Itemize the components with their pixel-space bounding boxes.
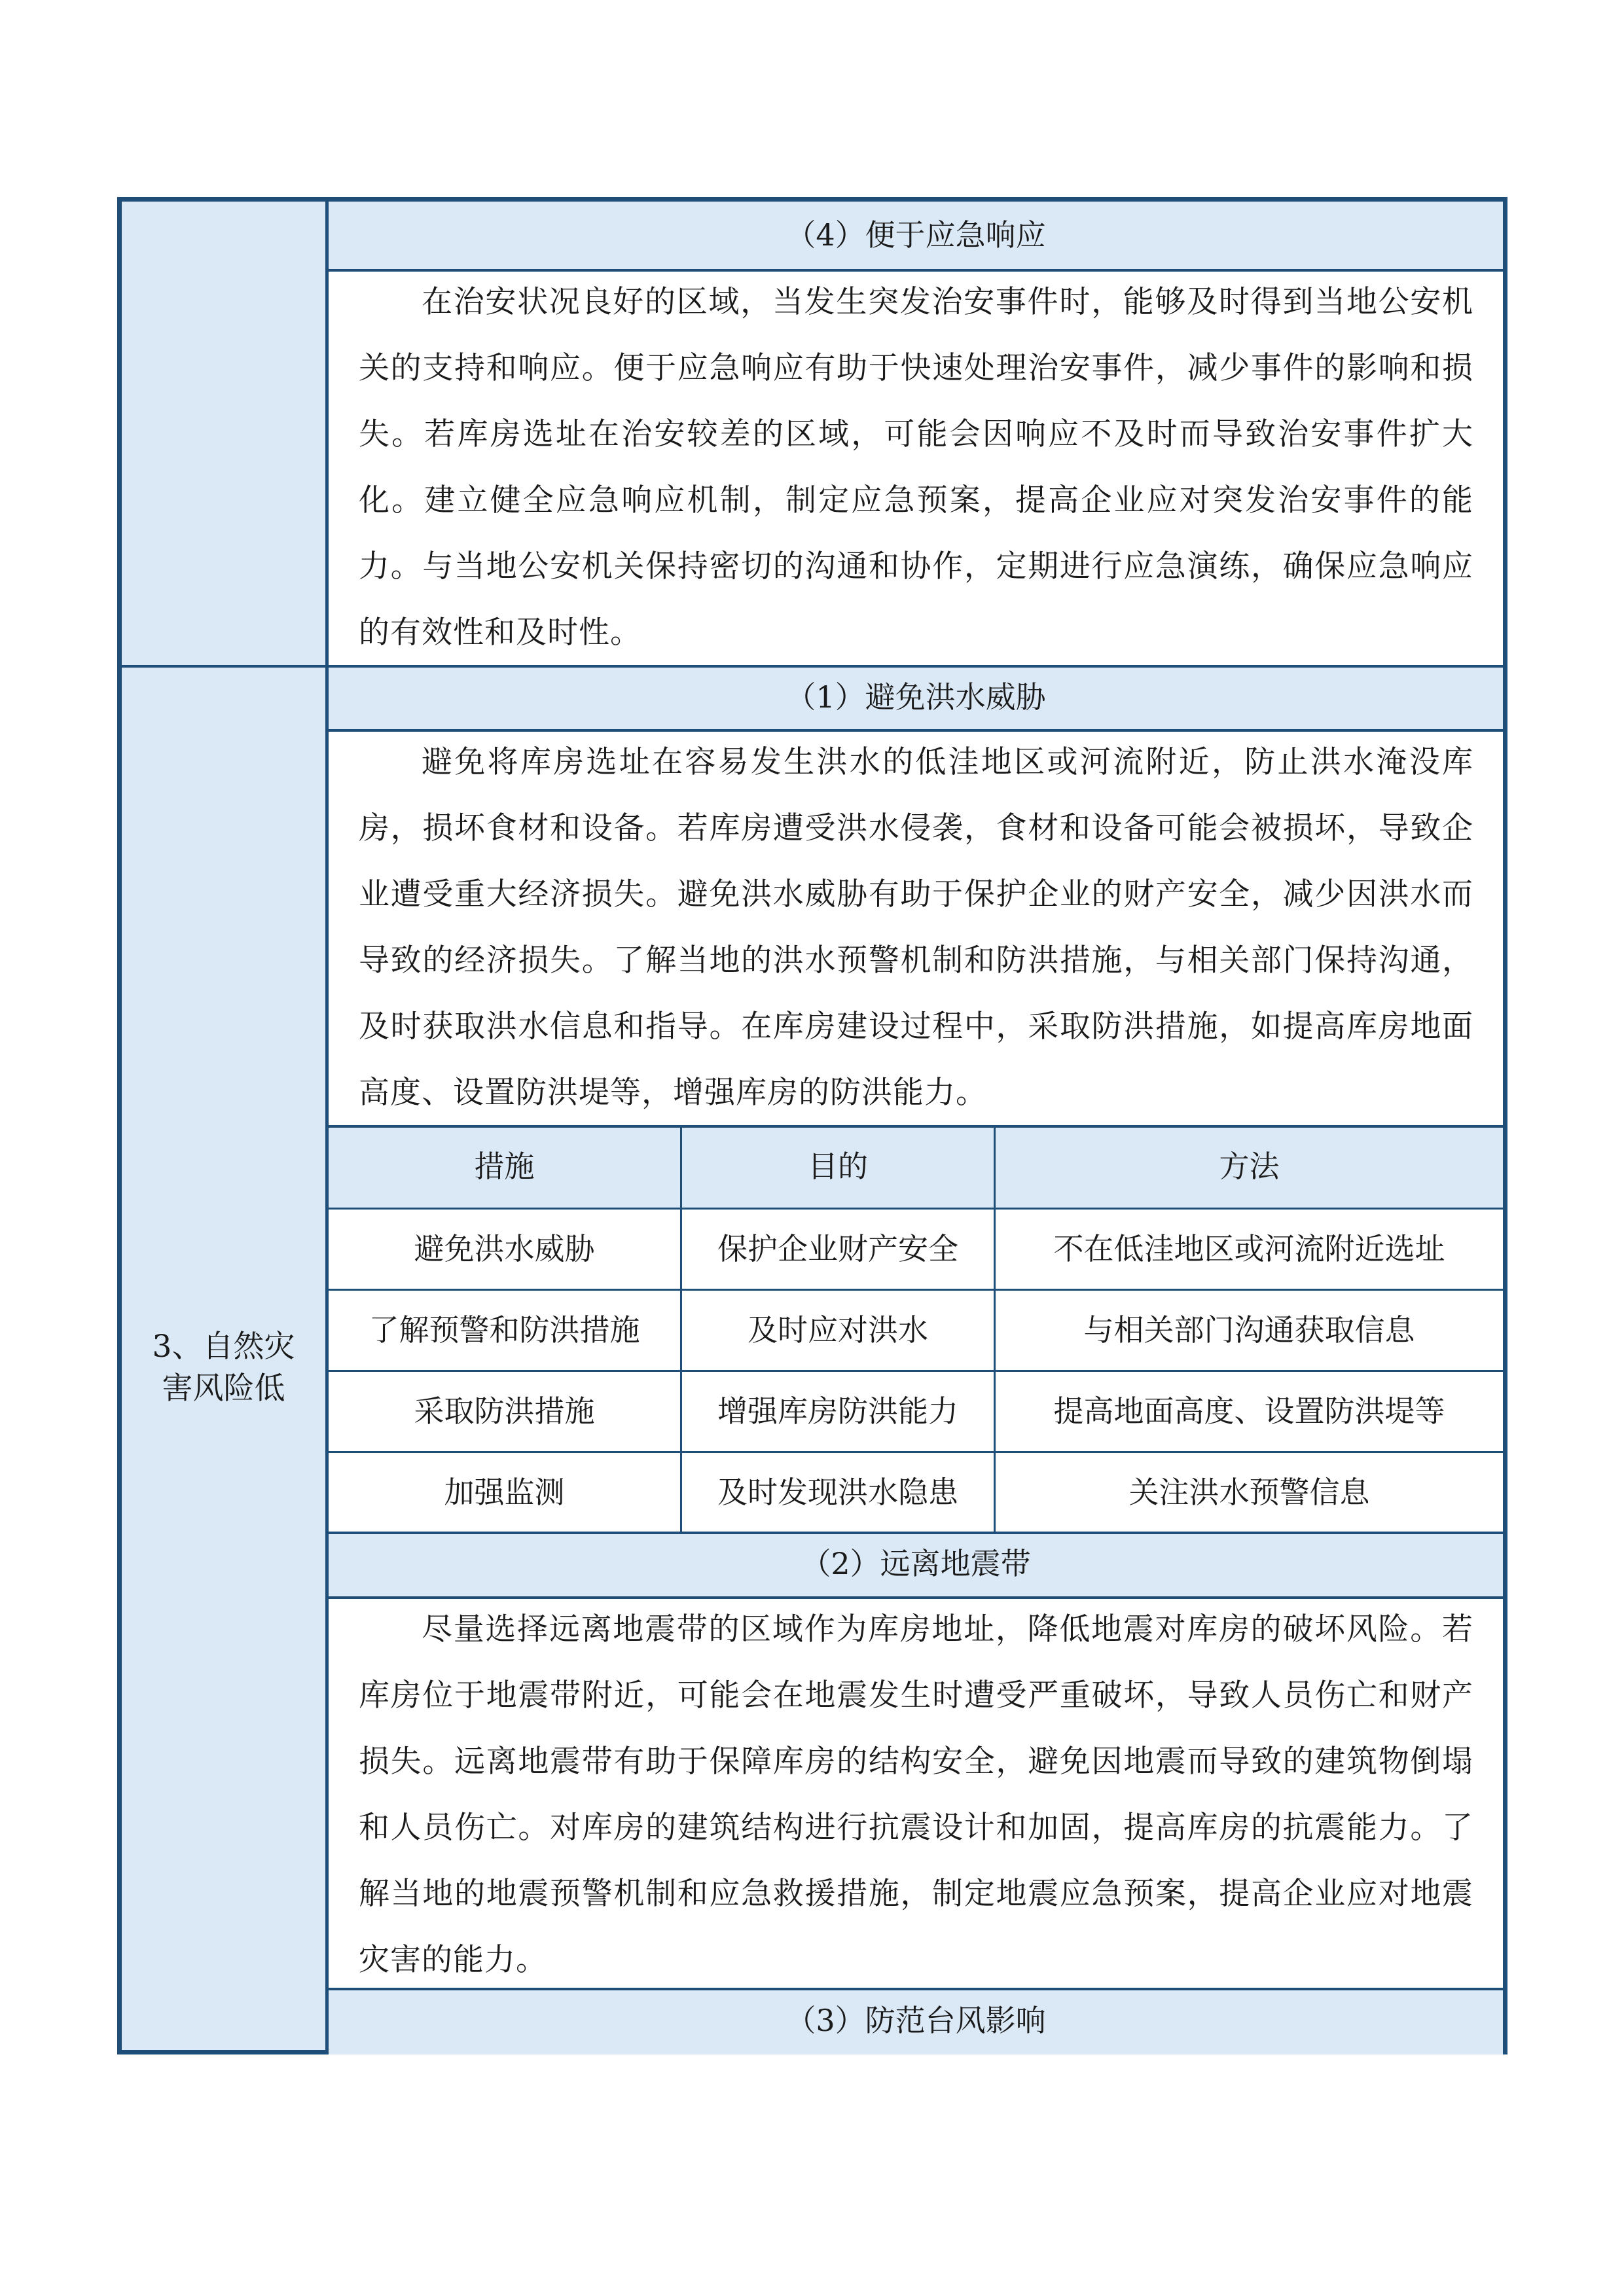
table-cell: 保护企业财产安全 xyxy=(717,1231,958,1266)
section-heading-2: （2）远离地震带 xyxy=(801,1546,1031,1581)
content-table xyxy=(117,197,1507,2054)
table-cell: 加强监测 xyxy=(444,1475,565,1510)
category-label-line-2: 害风险低 xyxy=(162,1371,285,1407)
table-cell: 与相关部门沟通获取信息 xyxy=(1083,1312,1415,1348)
section-body-2: 尽量选择远离地震带的区域作为库房地址，降低地震对库房的破坏风险。若库房位于地震带附近，可能会在地震发生时遭受严重破坏，导致人员伤亡和财产损失。远离地震带有助于保障库房的结构安全，避免因地震而导致的建筑物倒塌和人员伤亡。对库房的建筑结构进行抗震设计和加固，提高库房的抗震能力。了解当地的地震预警机制和应急救援措施，制定地震应急预案，提高企业应对地震灾害的能力。 xyxy=(359,1611,1473,1978)
category-column xyxy=(122,202,329,2050)
section-body-4: 在治安状况良好的区域，当发生突发治安事件时，能够及时得到当地公安机关的支持和响应。便于应急响应有助于快速处理治安事件，减少事件的影响和损失。若库房选址在治安较差的区域，可能会因响应不及时而导致治安事件扩大化。建立健全应急响应机制，制定应急预案，提高企业应对突发治安事件的能力。与当地公安机关保持密切的沟通和协作，定期进行应急演练，确保应急响应的有效性和及时性。 xyxy=(359,284,1473,651)
table-cell: 及时发现洪水隐患 xyxy=(717,1475,958,1510)
category-label-line-1: 3、自然灾 xyxy=(152,1329,295,1365)
table-header-cell: 目的 xyxy=(808,1149,868,1184)
table-cell: 提高地面高度、设置防洪堤等 xyxy=(1053,1393,1445,1429)
table-header-cell: 措施 xyxy=(474,1149,535,1184)
section-heading-4: （4）便于应急响应 xyxy=(785,217,1046,253)
table-cell: 避免洪水威胁 xyxy=(414,1231,595,1266)
section-heading-1: （1）避免洪水威胁 xyxy=(785,679,1046,715)
table-cell: 增强库房防洪能力 xyxy=(717,1393,958,1429)
table-cell: 关注洪水预警信息 xyxy=(1128,1475,1370,1510)
category-label xyxy=(122,1326,325,1410)
table-cell: 了解预警和防洪措施 xyxy=(369,1312,640,1348)
table-cell: 不在低洼地区或河流附近选址 xyxy=(1053,1231,1445,1266)
section-body-1: 避免将库房选址在容易发生洪水的低洼地区或河流附近，防止洪水淹没库房，损坏食材和设备。若库房遭受洪水侵袭，食材和设备可能会被损坏，导致企业遭受重大经济损失。避免洪水威胁有助于保护企业的财产安全，减少因洪水而导致的经济损失。了解当地的洪水预警机制和防洪措施，与相关部门保持沟通，及时获取洪水信息和指导。在库房建设过程中，采取防洪措施，如提高库房地面高度、设置防洪堤等，增强库房的防洪能力。 xyxy=(359,744,1473,1111)
table-cell: 采取防洪措施 xyxy=(414,1393,595,1429)
section-heading-3: （3）防范台风影响 xyxy=(785,2003,1046,2038)
table-header-cell: 方法 xyxy=(1219,1149,1280,1184)
table-cell: 及时应对洪水 xyxy=(748,1312,928,1348)
